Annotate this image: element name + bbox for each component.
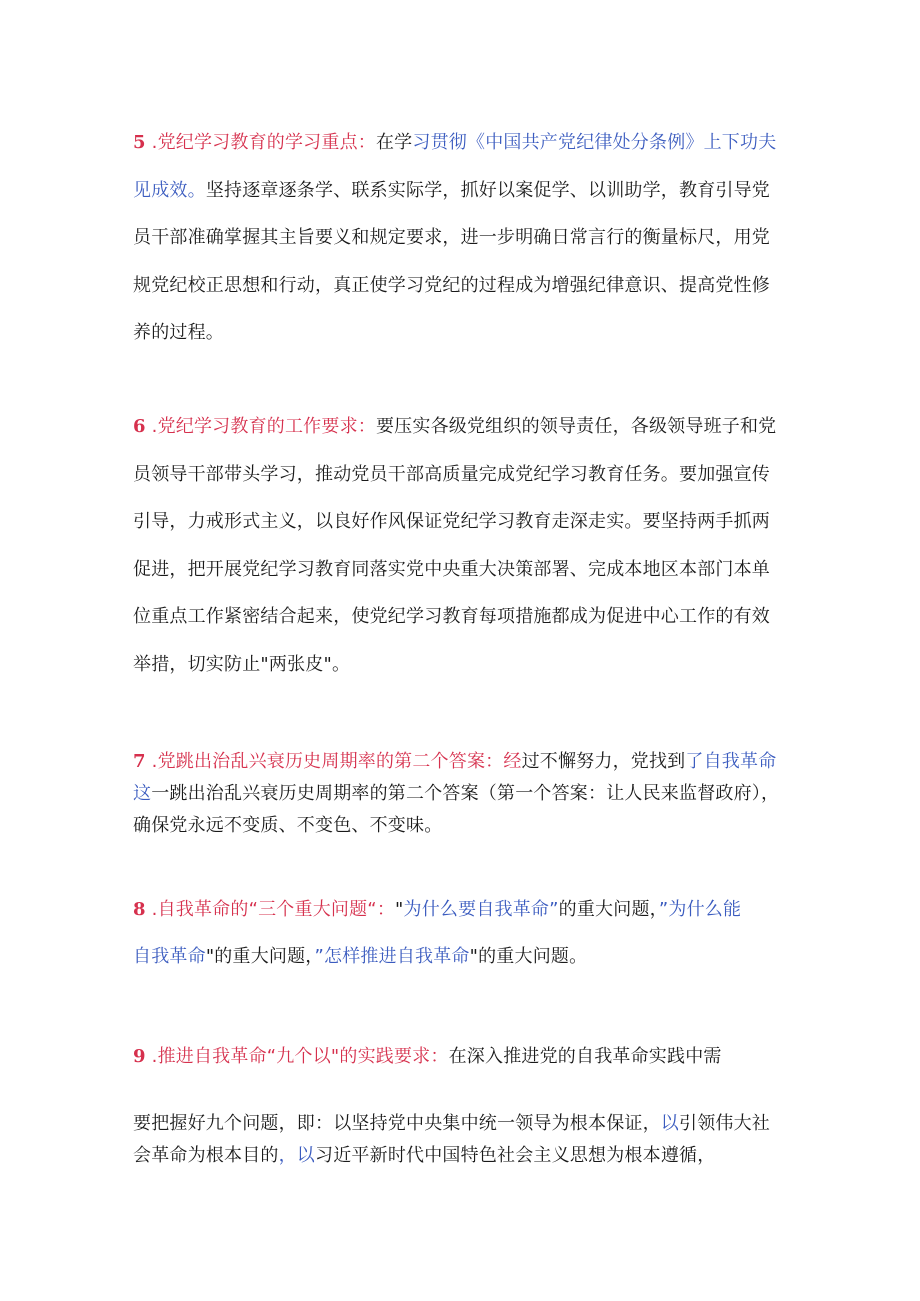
section-5-line-2: 见成效。坚持逐章逐条学、联系实际学，抓好以案促学、以训助学，教育引导党 xyxy=(133,179,771,201)
section-7-heading: .党跳出治乱兴衰历史周期率的第二个答案：经 xyxy=(151,751,522,772)
section-8-number: 8 xyxy=(133,899,146,920)
section-9 xyxy=(133,1040,793,1074)
section-7-line-1: 7 .党跳出治乱兴衰历史周期率的第二个答案：经过不懈努力，党找到了自我革命 xyxy=(133,751,777,772)
section-5-line-4: 规党纪校正思想和行动，真正使学习党纪的过程成为增强纪律意识、提高党性修 xyxy=(133,274,770,296)
section-6 xyxy=(133,403,793,688)
section-5-number: 5 xyxy=(133,132,146,153)
section-9-body xyxy=(133,1108,793,1172)
section-6-line-2: 员领导干部带头学习，推动党员干部高质量完成党纪学习教育任务。要加强宣传 xyxy=(133,463,770,485)
section-5-line-3: 员干部准确掌握其主旨要义和规定要求，进一步明确日常言行的衡量标尺，用党 xyxy=(133,227,770,248)
section-5-line-5: 养的过程。 xyxy=(133,322,224,343)
section-9-heading: .推进自我革命“九个以"的实践要求： xyxy=(151,1046,449,1067)
section-9-line-2: 要把握好九个问题，即：以坚持党中央集中统一领导为根本保证，以引领伟大社 xyxy=(133,1113,770,1134)
section-5 xyxy=(133,119,793,357)
section-9-line-3: 会革命为根本目的，以习近平新时代中国特色社会主义思想为根本遵循， xyxy=(133,1145,716,1166)
section-8-heading: .自我革命的“三个重大问题“： xyxy=(151,899,396,920)
section-7-line-3: 确保党永远不变质、不变色、不变味。 xyxy=(133,815,443,836)
section-8 xyxy=(133,886,793,980)
section-6-line-5: 位重点工作紧密结合起来，使党纪学习教育每项措施都成为促进中心工作的有效 xyxy=(133,606,770,627)
section-6-line-3: 引导，力戒形式主义，以良好作风保证党纪学习教育走深走实。要坚持两手抓两 xyxy=(133,511,770,532)
section-7-number: 7 xyxy=(133,751,146,772)
section-5-heading: .党纪学习教育的学习重点： xyxy=(151,132,376,153)
section-6-number: 6 xyxy=(133,416,146,437)
section-9-line-1: 9 .推进自我革命“九个以"的实践要求：在深入推进党的自我革命实践中需 xyxy=(133,1046,722,1067)
section-9-number: 9 xyxy=(133,1046,146,1067)
section-5-highlight: 习贯彻《中国共产党纪律处分条例》上下功夫 xyxy=(412,132,777,153)
section-6-line-4: 促进，把开展党纪学习教育同落实党中央重大决策部署、完成本地区本部门本单 xyxy=(133,558,770,580)
section-6-line-1: 6 .党纪学习教育的工作要求：要压实各级党组织的领导责任，各级领导班子和党 xyxy=(133,416,777,437)
section-5-line-1: 5 .党纪学习教育的学习重点：在学习贯彻《中国共产党纪律处分条例》上下功夫 xyxy=(133,132,777,153)
section-6-line-6: 举措，切实防止"两张皮"。 xyxy=(133,653,351,675)
section-7-line-2: 这一跳出治乱兴衰历史周期率的第二个答案（第一个答案：让人民来监督政府）， xyxy=(133,783,780,804)
section-6-heading: .党纪学习教育的工作要求： xyxy=(151,416,376,437)
section-7 xyxy=(133,746,793,842)
section-8-line-2: 自我革命"的重大问题，”怎样推进自我革命"的重大问题。 xyxy=(133,946,588,967)
section-8-line-1: 8 .自我革命的“三个重大问题“："为什么要自我革命”的重大问题，”为什么能 xyxy=(133,899,742,920)
section-7-highlight: 了自我革命 xyxy=(685,751,777,772)
